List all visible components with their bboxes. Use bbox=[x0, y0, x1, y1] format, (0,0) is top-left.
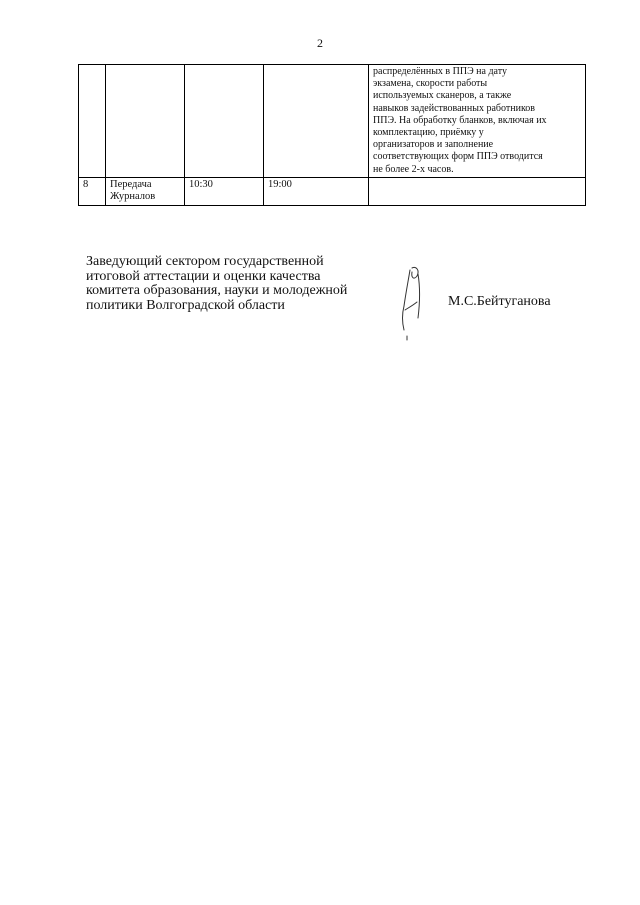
note-line: соответствующих форм ППЭ отводится bbox=[373, 151, 543, 163]
stage-cell bbox=[106, 65, 185, 178]
end-time-cell: 19:00 bbox=[264, 178, 369, 206]
start-time-cell: 10:30 bbox=[185, 178, 264, 206]
page-number: 2 bbox=[317, 36, 323, 50]
note-line: экзамена, скорости работы bbox=[373, 78, 488, 90]
stage-cell: Передача Журналов bbox=[106, 178, 185, 206]
note-cell bbox=[369, 65, 586, 178]
row-number-cell: 8 bbox=[79, 178, 106, 206]
signatory-position bbox=[86, 255, 386, 313]
start-time-cell bbox=[185, 65, 264, 178]
note-line: организаторов и заполнение bbox=[373, 139, 494, 151]
signatory-position-line: политики Волгоградской области bbox=[86, 297, 285, 313]
note-line: не более 2-х часов. bbox=[373, 163, 454, 175]
schedule-table bbox=[78, 64, 586, 206]
row-number-cell bbox=[79, 65, 106, 178]
signatory-position-line: Заведующий сектором государственной bbox=[86, 254, 324, 269]
end-time-cell bbox=[264, 65, 369, 178]
signatory-position-line: итоговой аттестации и оценки качества bbox=[86, 268, 321, 284]
note-line: комплектацию, приёмку у bbox=[373, 127, 484, 139]
note-line: используемых сканеров, а также bbox=[373, 90, 512, 102]
note-line: навыков задействованных работников bbox=[373, 102, 536, 114]
signatory-name: М.С.Бейтуганова bbox=[448, 294, 551, 309]
signatory-position-line: комитета образования, науки и молодежной bbox=[86, 283, 348, 298]
handwritten-signature bbox=[390, 262, 430, 342]
note-line: ППЭ. На обработку бланков, включая их bbox=[373, 114, 547, 126]
note-line: распределённых в ППЭ на дату bbox=[373, 66, 507, 77]
note-text bbox=[373, 66, 581, 176]
table-row bbox=[79, 178, 586, 206]
table-row bbox=[79, 65, 586, 178]
note-cell bbox=[369, 178, 586, 206]
